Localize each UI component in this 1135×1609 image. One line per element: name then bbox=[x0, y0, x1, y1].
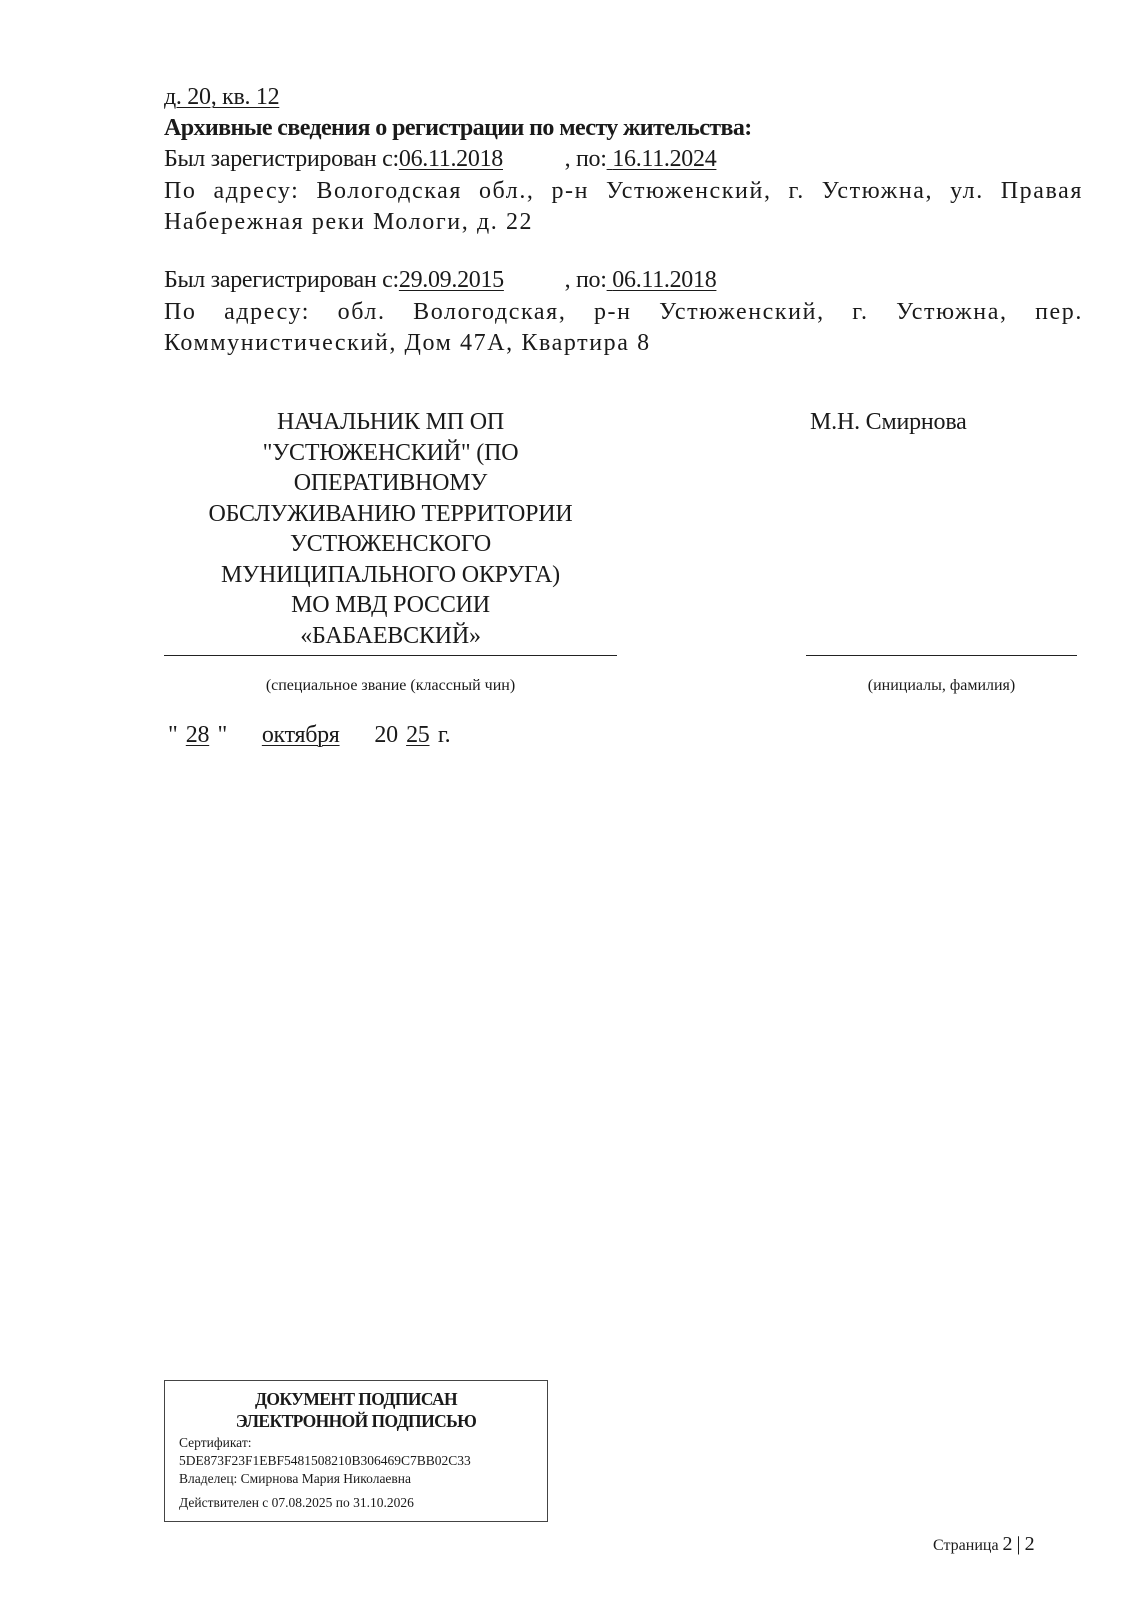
date-close-quote: " bbox=[217, 722, 227, 748]
page-number bbox=[933, 1533, 1035, 1556]
date-from-value: 06.11.2018 bbox=[398, 146, 503, 172]
signatory-name: М.Н. Смирнова bbox=[810, 409, 967, 435]
name-signature-line bbox=[806, 655, 1077, 656]
date-suffix: г. bbox=[437, 722, 451, 748]
page-separator: | bbox=[1016, 1533, 1021, 1555]
address-tail-text: д. 20, кв. 12 bbox=[164, 84, 280, 110]
date-day: 28 bbox=[185, 722, 210, 748]
certificate-validity: Действителен с 07.08.2025 по 31.10.2026 bbox=[179, 1495, 414, 1510]
caption-position: (специальное звание (классный чин) bbox=[265, 677, 516, 694]
date-from bbox=[399, 144, 559, 174]
page-label: Страница bbox=[933, 1537, 999, 1554]
address-2-line-1: По адресу: обл. Вологодская, р-н Устюженский, г. Устюжна, пер. bbox=[164, 299, 1083, 325]
label-from: Был зарегистрирован с: bbox=[164, 267, 399, 293]
address-1-line-2: Набережная реки Мологи, д. 22 bbox=[164, 209, 534, 235]
page-current: 2 bbox=[1002, 1533, 1013, 1555]
label-to: , по: bbox=[564, 267, 607, 293]
address-2-line-2: Коммунистический, Дом 47А, Квартира 8 bbox=[164, 330, 651, 356]
position-line: УСТЮЖЕНСКОГО bbox=[289, 531, 492, 557]
position-line: «БАБАЕВСКИЙ» bbox=[300, 622, 481, 649]
date-from bbox=[399, 265, 559, 295]
signatory-position bbox=[164, 407, 617, 651]
position-line: МО МВД РОССИИ bbox=[291, 592, 490, 618]
position-signature-line bbox=[164, 655, 617, 656]
date-from-value: 29.09.2015 bbox=[398, 267, 504, 293]
address-1-line-1: По адресу: Вологодская обл., р-н Устюженский, г. Устюжна, ул. Правая bbox=[164, 178, 1083, 204]
date-to-value: 06.11.2018 bbox=[612, 267, 717, 293]
label-from: Был зарегистрирован с: bbox=[164, 146, 399, 172]
certificate-label: Сертификат: bbox=[179, 1435, 252, 1450]
certificate-owner: Владелец: Смирнова Мария Николаевна bbox=[179, 1471, 412, 1486]
caption-name: (инициалы, фамилия) bbox=[867, 677, 1016, 694]
position-line: ОБСЛУЖИВАНИЮ ТЕРРИТОРИИ bbox=[208, 500, 573, 527]
archive-heading: Архивные сведения о регистрации по месту жительства: bbox=[164, 115, 752, 141]
certificate-value: 5DE873F23F1EBF5481508210B306469C7BB02C33 bbox=[179, 1453, 471, 1468]
date-century: 20 bbox=[374, 722, 398, 748]
position-line: МУНИЦИПАЛЬНОГО ОКРУГА) bbox=[221, 561, 560, 588]
document-date bbox=[168, 720, 450, 750]
date-to bbox=[607, 146, 717, 172]
date-open-quote: " bbox=[168, 722, 178, 748]
date-to bbox=[607, 267, 717, 293]
position-line: НАЧАЛЬНИК МП ОП bbox=[276, 409, 505, 435]
date-month: октября bbox=[261, 722, 340, 748]
stamp-title-line-2: ЭЛЕКТРОННОЙ ПОДПИСЬЮ bbox=[235, 1411, 477, 1431]
electronic-signature-stamp bbox=[164, 1380, 548, 1522]
label-to: , по: bbox=[564, 146, 607, 172]
date-year: 25 bbox=[406, 722, 430, 748]
position-line: ОПЕРАТИВНОМУ bbox=[293, 470, 488, 496]
date-to-value: 16.11.2024 bbox=[612, 146, 717, 172]
page-total: 2 bbox=[1024, 1533, 1035, 1555]
registration-period-2 bbox=[164, 265, 716, 295]
address-tail bbox=[164, 82, 279, 112]
registration-period-1 bbox=[164, 144, 716, 174]
position-line: "УСТЮЖЕНСКИЙ" (ПО bbox=[262, 439, 519, 466]
stamp-title-line-1: ДОКУМЕНТ ПОДПИСАН bbox=[254, 1389, 458, 1409]
